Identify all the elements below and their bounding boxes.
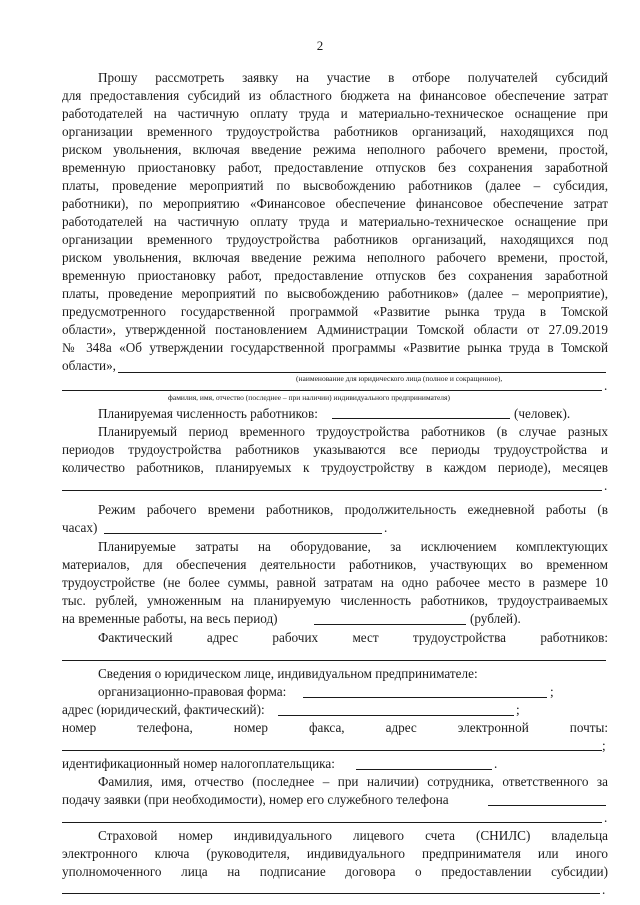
work-address-field[interactable]	[62, 660, 606, 661]
paragraph-line: предусмотренного государственной программой «Развитие рынка труда в Томской	[62, 304, 608, 319]
costs-line: трудоустройстве (не более суммы, равной затратам на одно рабочее место в размере 10	[62, 575, 608, 590]
info-title: Сведения о юридическом лице, индивидуальном предпринимателе:	[98, 666, 478, 681]
paragraph-line: работодателей на частичную оплату труда и материально-техническое оснащение при	[62, 106, 608, 121]
costs-unit: (рублей).	[470, 611, 521, 626]
period-line: периодов трудоустройства работников указываются все периоды трудоустройства и	[62, 442, 608, 457]
contacts-field[interactable]	[62, 750, 602, 751]
planned-count-unit: (человек).	[514, 406, 571, 421]
responsible-line: Фамилия, имя, отчество (последнее – при наличии) сотрудника, ответственного за	[98, 774, 608, 789]
snils-line: уполномоченного лица на подписание договора о предоставлении субсидии)	[62, 864, 608, 879]
period-mark: .	[604, 378, 608, 393]
org-name-field[interactable]	[118, 372, 606, 373]
snils-line: Страховой номер индивидуального лицевого счета (СНИЛС) владельца	[98, 828, 608, 843]
semicolon: ;	[516, 702, 520, 717]
period-mark: .	[384, 520, 388, 535]
planned-count-field[interactable]	[332, 418, 510, 419]
semicolon: ;	[602, 738, 606, 753]
period-mark: .	[604, 810, 608, 825]
paragraph-line: работники), по мероприятию «Финансовое обеспечение финансовое обеспечение затрат	[62, 196, 608, 211]
paragraph-line: временную приостановку работ, предоставление отпусков без сохранения заработной	[62, 268, 608, 283]
org-name-hint: (наименование для юридического лица (полное и сокращенное),	[296, 374, 503, 383]
period-field[interactable]	[62, 490, 602, 491]
regime-hours-label: часах)	[62, 520, 98, 535]
legal-address-label: адрес (юридический, фактический):	[62, 702, 265, 717]
inn-field[interactable]	[356, 769, 492, 770]
paragraph-line: организации временного трудоустройства работников организаций, находящихся под	[62, 232, 608, 247]
snils-field[interactable]	[62, 893, 600, 894]
paragraph-line: платы, проведение мероприятий по высвобождению работников (далее – субсидия,	[62, 178, 608, 193]
paragraph-line: риском увольнения, включая введение режима неполного рабочего времени, простой,	[62, 142, 608, 157]
work-address-label: Фактический адрес рабочих мест трудоустройства работников:	[98, 630, 608, 645]
paragraph-line: для предоставления субсидий из областного бюджета на финансовое обеспечение затрат	[62, 88, 608, 103]
legal-form-label: организационно-правовая форма:	[98, 684, 287, 699]
period-line: количество работников, планируемых к трудоустройству в каждом периоде), месяцев	[62, 460, 608, 475]
regime-field[interactable]	[104, 533, 382, 534]
regime-line: Режим рабочего времени работников, продолжительность ежедневной работы (в	[98, 502, 608, 517]
period-mark: .	[604, 478, 608, 493]
paragraph-line: Прошу рассмотреть заявку на участие в отборе получателей субсидий	[98, 70, 608, 85]
costs-line: на временные работы, на весь период)	[62, 611, 278, 626]
planned-count-label: Планируемая численность работников:	[98, 406, 318, 421]
paragraph-line: риском увольнения, включая введение режима неполного рабочего времени, простой,	[62, 250, 608, 265]
costs-line: Планируемые затраты на оборудование, за исключением комплектующих	[98, 539, 608, 554]
responsible-field[interactable]	[62, 822, 602, 823]
costs-field[interactable]	[314, 624, 466, 625]
contacts-label: номер телефона, номер факса, адрес электронной почты:	[62, 720, 608, 735]
inn-label: идентификационный номер налогоплательщика:	[62, 756, 335, 771]
paragraph-line: организации временного трудоустройства работников организаций, находящихся под	[62, 124, 608, 139]
paragraph-line: области», утвержденной постановлением Администрации Томской области от 27.09.2019	[62, 322, 608, 337]
paragraph-line: работодателей на частичную оплату труда и материально-техническое оснащение при	[62, 214, 608, 229]
semicolon: ;	[550, 684, 554, 699]
paragraph-line: временную приостановку работ, предоставление отпусков без сохранения заработной	[62, 160, 608, 175]
fio-hint: фамилия, имя, отчество (последнее – при наличии) индивидуального предпринимателя)	[168, 393, 450, 402]
page-number: 2	[316, 38, 324, 53]
responsible-phone-field[interactable]	[488, 805, 606, 806]
paragraph-line: № 348а «Об утверждении государственной программы «Развитие рынка труда в Томской	[62, 340, 608, 355]
legal-address-field[interactable]	[278, 715, 514, 716]
paragraph-line: области»,	[62, 358, 116, 373]
period-line: Планируемый период временного трудоустройства работников (в случае разных	[98, 424, 608, 439]
paragraph-line: платы, проведение мероприятий по высвобождению работников» (далее – мероприятие),	[62, 286, 608, 301]
legal-form-field[interactable]	[303, 697, 547, 698]
snils-line: электронного ключа (руководителя, индивидуального предпринимателя или иного	[62, 846, 608, 861]
costs-line: тыс. рублей, умноженным на планируемую численность работников, трудоустраиваемых	[62, 593, 608, 608]
responsible-line: подачу заявки (при необходимости), номер его служебного телефона	[62, 792, 449, 807]
period-mark: .	[494, 756, 498, 771]
org-name-field-2[interactable]	[62, 390, 602, 391]
costs-line: материалов, для обеспечения деятельности работников, участвующих во временном	[62, 557, 608, 572]
period-mark: .	[602, 882, 606, 897]
